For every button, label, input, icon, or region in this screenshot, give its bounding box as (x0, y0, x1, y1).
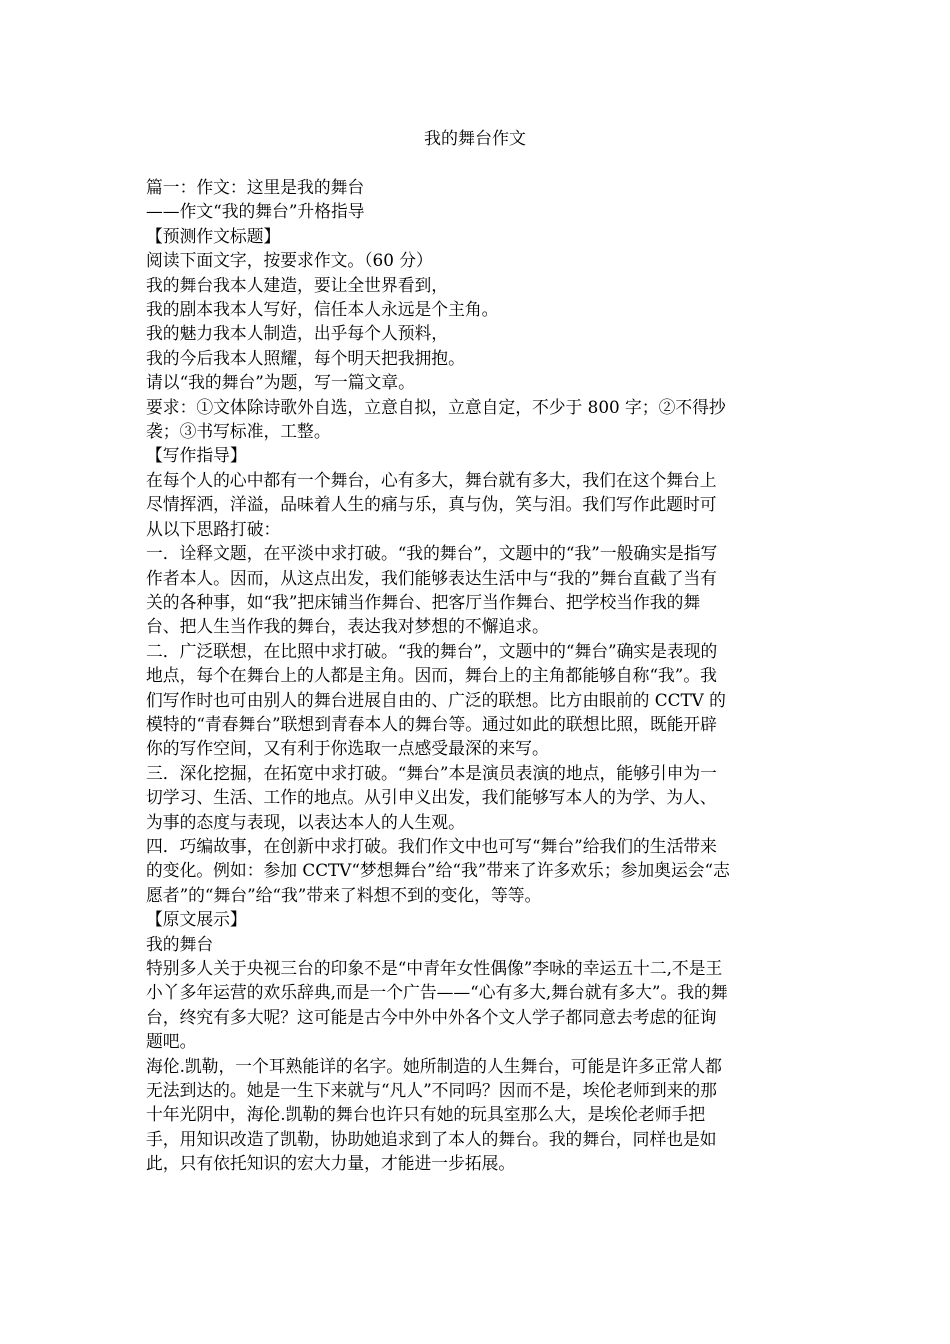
text-line: 我的剧本我本人写好，信任本人永远是个主角。 (146, 299, 499, 320)
section-heading: 【写作指导】 (146, 445, 247, 466)
text-line: 手，用知识改造了凯勒，协助她追求到了本人的舞台。我的舞台，同样也是如 (146, 1128, 717, 1149)
document-title: 我的舞台作文 (424, 129, 526, 149)
text-line: 地点，每个在舞台上的人都是主角。因而，舞台上的主角都能够自称“我”。我 (146, 665, 717, 686)
text-line: 四．巧编故事，在创新中求打破。我们作文中也可写“舞台”给我们的生活带来 (146, 835, 717, 856)
section-heading: 【预测作文标题】 (146, 225, 281, 246)
text-line: 我的今后我本人照耀，每个明天把我拥抱。 (146, 347, 465, 368)
text-line: 为事的态度与表现，以表达本人的人生观。 (146, 811, 465, 832)
essay-title: 我的舞台 (146, 933, 214, 954)
text-line: 模特的“青春舞台”联想到青春本人的舞台等。通过如此的联想比照，既能开辟 (146, 713, 717, 734)
text-line: 我的魅力我本人制造，出乎每个人预料， (146, 323, 449, 344)
text-line: 小丫多年运营的欢乐辞典,而是一个广告——“心有多大,舞台就有多大”。我的舞 (146, 982, 728, 1003)
text-line: 此，只有依托知识的宏大力量，才能进一步拓展。 (146, 1153, 516, 1174)
text-line: 请以“我的舞台”为题，写一篇文章。 (146, 372, 415, 393)
text-line: 二．广泛联想，在比照中求打破。“我的舞台”，文题中的“舞台”确实是表现的 (146, 640, 718, 661)
text-line: 尽情挥洒，洋溢，品味着人生的痛与乐，真与伪，笑与泪。我们写作此题时可 (146, 494, 717, 515)
text-line: 的变化。例如：参加 CCTV“梦想舞台”给“我”带来了许多欢乐；参加奥运会“志 (146, 860, 730, 881)
text-line: 袭；③书写标准，工整。 (146, 421, 331, 442)
text-line: 篇一：作文：这里是我的舞台 (146, 177, 365, 197)
section-heading: 【原文展示】 (146, 909, 247, 930)
text-line: 愿者”的“舞台”给“我”带来了料想不到的变化，等等。 (146, 884, 542, 905)
text-line: 们写作时也可由别人的舞台进展自由的、广泛的联想。比方由眼前的 CCTV 的 (146, 689, 726, 710)
text-line: 阅读下面文字，按要求作文。（60 分） (146, 250, 433, 271)
text-line: ——作文“我的舞台”升格指导 (146, 201, 365, 222)
text-line: 要求：①文体除诗歌外自选，立意自拟，立意自定，不少于 800 字；②不得抄 (146, 396, 726, 417)
text-line: 一．诠释文题，在平淡中求打破。“我的舞台”，文题中的“我”一般确实是指写 (146, 543, 718, 564)
text-line: 在每个人的心中都有一个舞台，心有多大，舞台就有多大，我们在这个舞台上 (146, 469, 717, 490)
text-line: 十年光阴中，海伦.凯勒的舞台也许只有她的玩具室那么大，是埃伦老师手把 (146, 1104, 706, 1125)
text-line: 切学习、生活、工作的地点。从引申义出发，我们能够写本人的为学、为人、 (146, 787, 717, 808)
text-line: 你的写作空间，又有利于你选取一点感受最深的来写。 (146, 738, 549, 759)
text-line: 海伦.凯勒，一个耳熟能详的名字。她所制造的人生舞台，可能是许多正常人都 (146, 1055, 722, 1076)
text-line: 台、把人生当作我的舞台，表达我对梦想的不懈追求。 (146, 616, 549, 637)
text-line: 无法到达的。她是一生下来就与“凡人”不同吗？因而不是，埃伦老师到来的那 (146, 1080, 717, 1101)
text-line: 题吧。 (146, 1031, 197, 1052)
text-line: 我的舞台我本人建造，要让全世界看到， (146, 274, 449, 295)
text-line: 三．深化挖掘，在拓宽中求打破。“舞台”本是演员表演的地点，能够引申为一 (146, 762, 717, 783)
text-line: 台，终究有多大呢？这可能是古今中外中外各个文人学子都同意去考虑的征询 (146, 1006, 717, 1027)
text-line: 特别多人关于央视三台的印象不是“中青年女性偶像”李咏的幸运五十二,不是王 (146, 958, 723, 978)
text-line: 作者本人。因而，从这点出发，我们能够表达生活中与“我的”舞台直截了当有 (146, 567, 717, 588)
document-body (146, 175, 802, 1176)
text-line: 关的各种事，如“我”把床铺当作舞台、把客厅当作舞台、把学校当作我的舞 (146, 591, 701, 612)
text-line: 从以下思路打破： (146, 518, 281, 539)
